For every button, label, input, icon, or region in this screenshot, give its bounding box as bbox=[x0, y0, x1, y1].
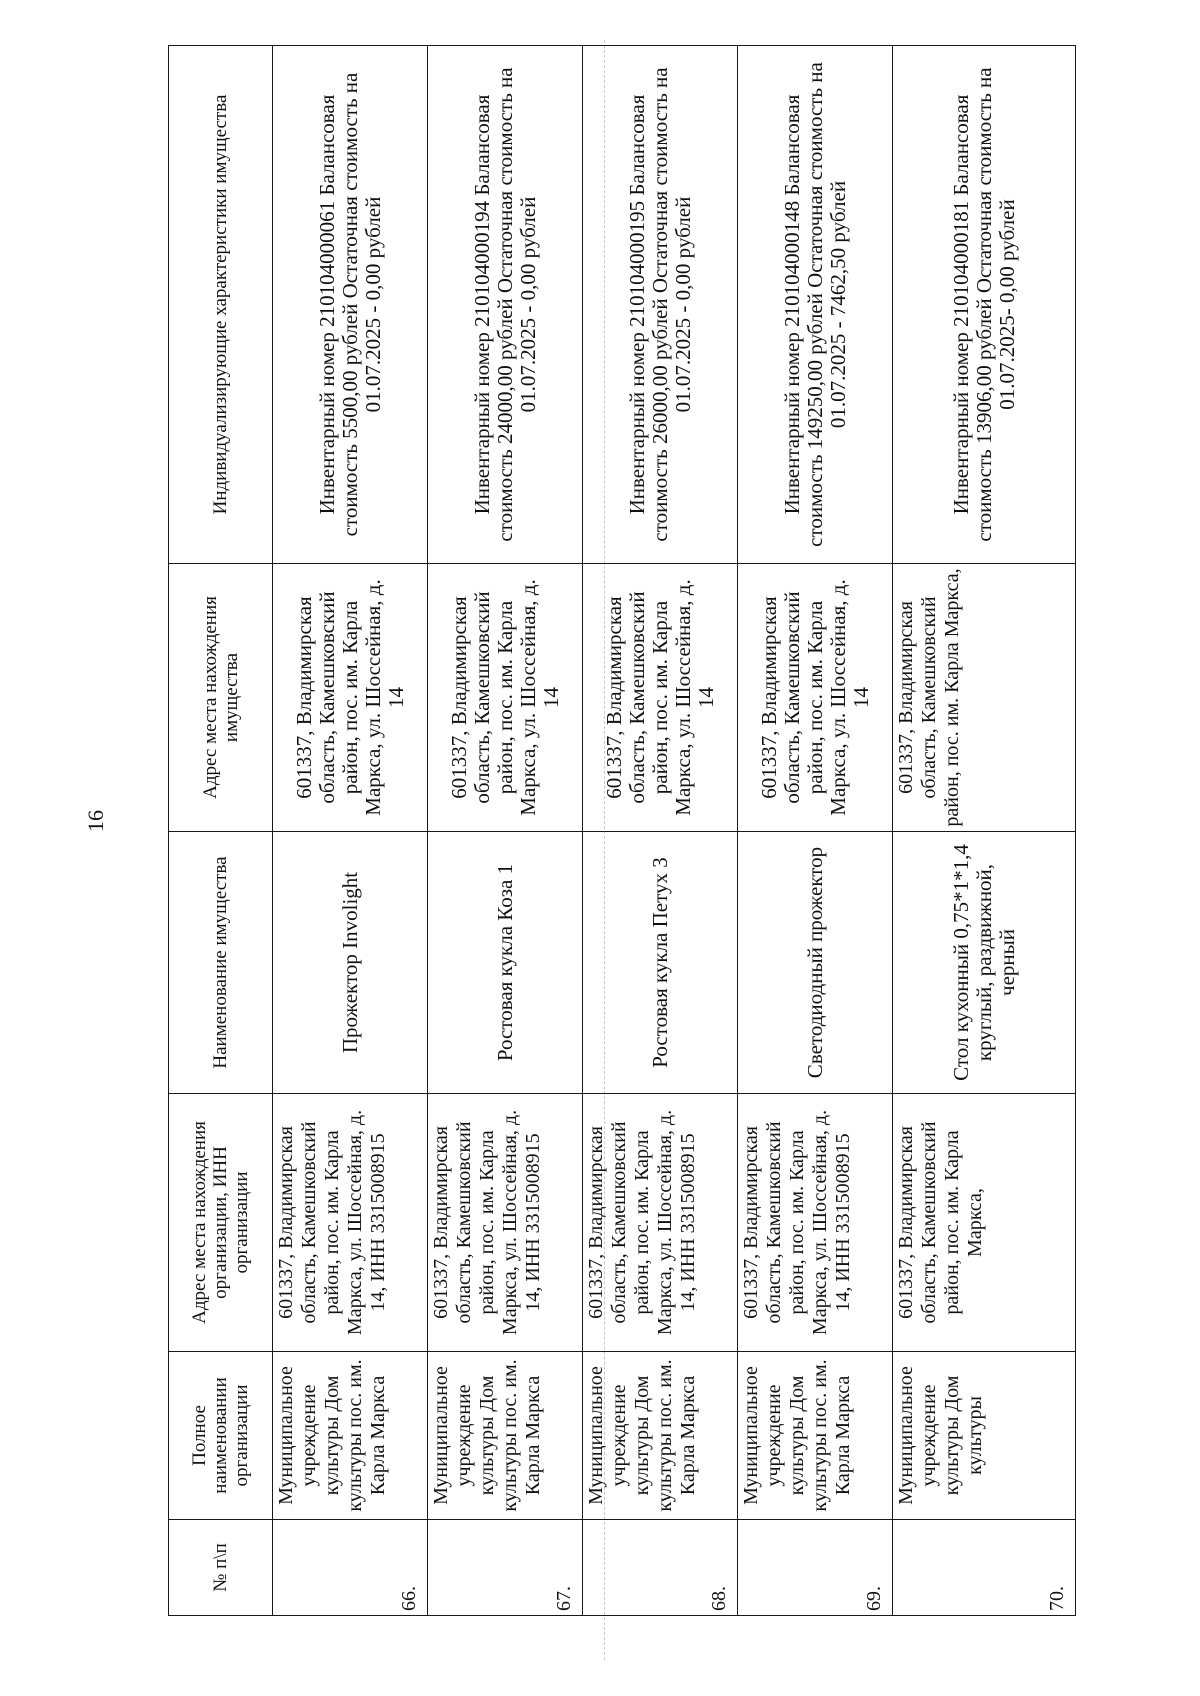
cell-prop-name: Светодиодный прожектор bbox=[738, 832, 893, 1094]
cell-num: 67. bbox=[428, 1520, 583, 1616]
rotated-page bbox=[168, 46, 1076, 1616]
header-prop-chars: Индивидуализирующие характеристики имущества bbox=[169, 46, 273, 564]
cell-num: 66. bbox=[273, 1520, 428, 1616]
cell-prop-chars: Инвентарный номер 210104000061 Балансовая стоимость 5500,00 рублей Остаточная стоимость на 01.07.2025 - 0,00 рублей bbox=[273, 46, 428, 564]
cell-num: 70. bbox=[893, 1520, 1076, 1616]
cell-org-addr: 601337, Владимирская область, Камешковский район, пос. им. Карла Маркса, ул. Шоссейная, д. 14, ИНН 3315008915 bbox=[273, 1094, 428, 1352]
table-row bbox=[893, 46, 1076, 1616]
cell-prop-addr: 601337, Владимирская область, Камешковский район, пос. им. Карла Маркса, ул. Шоссейная, д. 14 bbox=[428, 564, 583, 832]
cell-prop-name: Прожектор Involight bbox=[273, 832, 428, 1094]
cell-prop-addr: 601337, Владимирская область, Камешковский район, пос. им. Карла Маркса, bbox=[893, 564, 1076, 832]
cell-org-addr: 601337, Владимирская область, Камешковский район, пос. им. Карла Маркса, ул. Шоссейная, д. 14, ИНН 3315008915 bbox=[738, 1094, 893, 1352]
cell-org-addr: 601337, Владимирская область, Камешковский район, пос. им. Карла Маркса, ул. Шоссейная, д. 14, ИНН 3315008915 bbox=[583, 1094, 738, 1352]
header-org-addr: Адрес места нахождения организации, ИНН организации bbox=[169, 1094, 273, 1352]
cell-prop-name: Ростовая кукла Петух 3 bbox=[583, 832, 738, 1094]
cell-org-name: Муниципальное учреждение культуры Дом культуры bbox=[893, 1352, 1076, 1520]
table-row bbox=[738, 46, 893, 1616]
cell-prop-addr: 601337, Владимирская область, Камешковский район, пос. им. Карла Маркса, ул. Шоссейная, д. 14 bbox=[738, 564, 893, 832]
table-row bbox=[583, 46, 738, 1616]
header-org-name: Полное наименовании организации bbox=[169, 1352, 273, 1520]
header-num: № п\п bbox=[169, 1520, 273, 1616]
header-prop-addr: Адрес места нахождения имущества bbox=[169, 564, 273, 832]
cell-num: 68. bbox=[583, 1520, 738, 1616]
cell-prop-chars: Инвентарный номер 210104000181 Балансовая стоимость 13906,00 рублей Остаточная стоимость на 01.07.2025- 0,00 рублей bbox=[893, 46, 1076, 564]
table-row bbox=[273, 46, 428, 1616]
cell-org-addr: 601337, Владимирская область, Камешковский район, пос. им. Карла Маркса, bbox=[893, 1094, 1076, 1352]
cell-prop-name: Ростовая кукла Коза 1 bbox=[428, 832, 583, 1094]
cell-prop-chars: Инвентарный номер 210104000194 Балансовая стоимость 24000,00 рублей Остаточная стоимость на 01.07.2025 - 0,00 рублей bbox=[428, 46, 583, 564]
cell-prop-chars: Инвентарный номер 210104000148 Балансовая стоимость 149250,00 рублей Остаточная стоимость на 01.07.2025 - 7462,50 рублей bbox=[738, 46, 893, 564]
cell-num: 69. bbox=[738, 1520, 893, 1616]
cell-prop-addr: 601337, Владимирская область, Камешковский район, пос. им. Карла Маркса, ул. Шоссейная, д. 14 bbox=[583, 564, 738, 832]
cell-prop-addr: 601337, Владимирская область, Камешковский район, пос. им. Карла Маркса, ул. Шоссейная, д. 14 bbox=[273, 564, 428, 832]
page-number: 16 bbox=[83, 810, 108, 832]
cell-org-name: Муниципальное учреждение культуры Дом культуры пос. им. Карла Маркса bbox=[273, 1352, 428, 1520]
cell-org-name: Муниципальное учреждение культуры Дом культуры пос. им. Карла Маркса bbox=[738, 1352, 893, 1520]
property-table bbox=[168, 45, 1076, 1616]
table-row bbox=[428, 46, 583, 1616]
cell-prop-name: Стол кухонный 0,75*1*1,4 круглый, раздвижной, черный bbox=[893, 832, 1076, 1094]
cell-prop-chars: Инвентарный номер 210104000195 Балансовая стоимость 26000,00 рублей Остаточная стоимость на 01.07.2025 - 0,00 рублей bbox=[583, 46, 738, 564]
header-prop-name: Наименование имущества bbox=[169, 832, 273, 1094]
cell-org-name: Муниципальное учреждение культуры Дом культуры пос. им. Карла Маркса bbox=[583, 1352, 738, 1520]
table-header-row bbox=[169, 46, 273, 1616]
cell-org-addr: 601337, Владимирская область, Камешковский район, пос. им. Карла Маркса, ул. Шоссейная, д. 14, ИНН 3315008915 bbox=[428, 1094, 583, 1352]
cell-org-name: Муниципальное учреждение культуры Дом культуры пос. им. Карла Маркса bbox=[428, 1352, 583, 1520]
